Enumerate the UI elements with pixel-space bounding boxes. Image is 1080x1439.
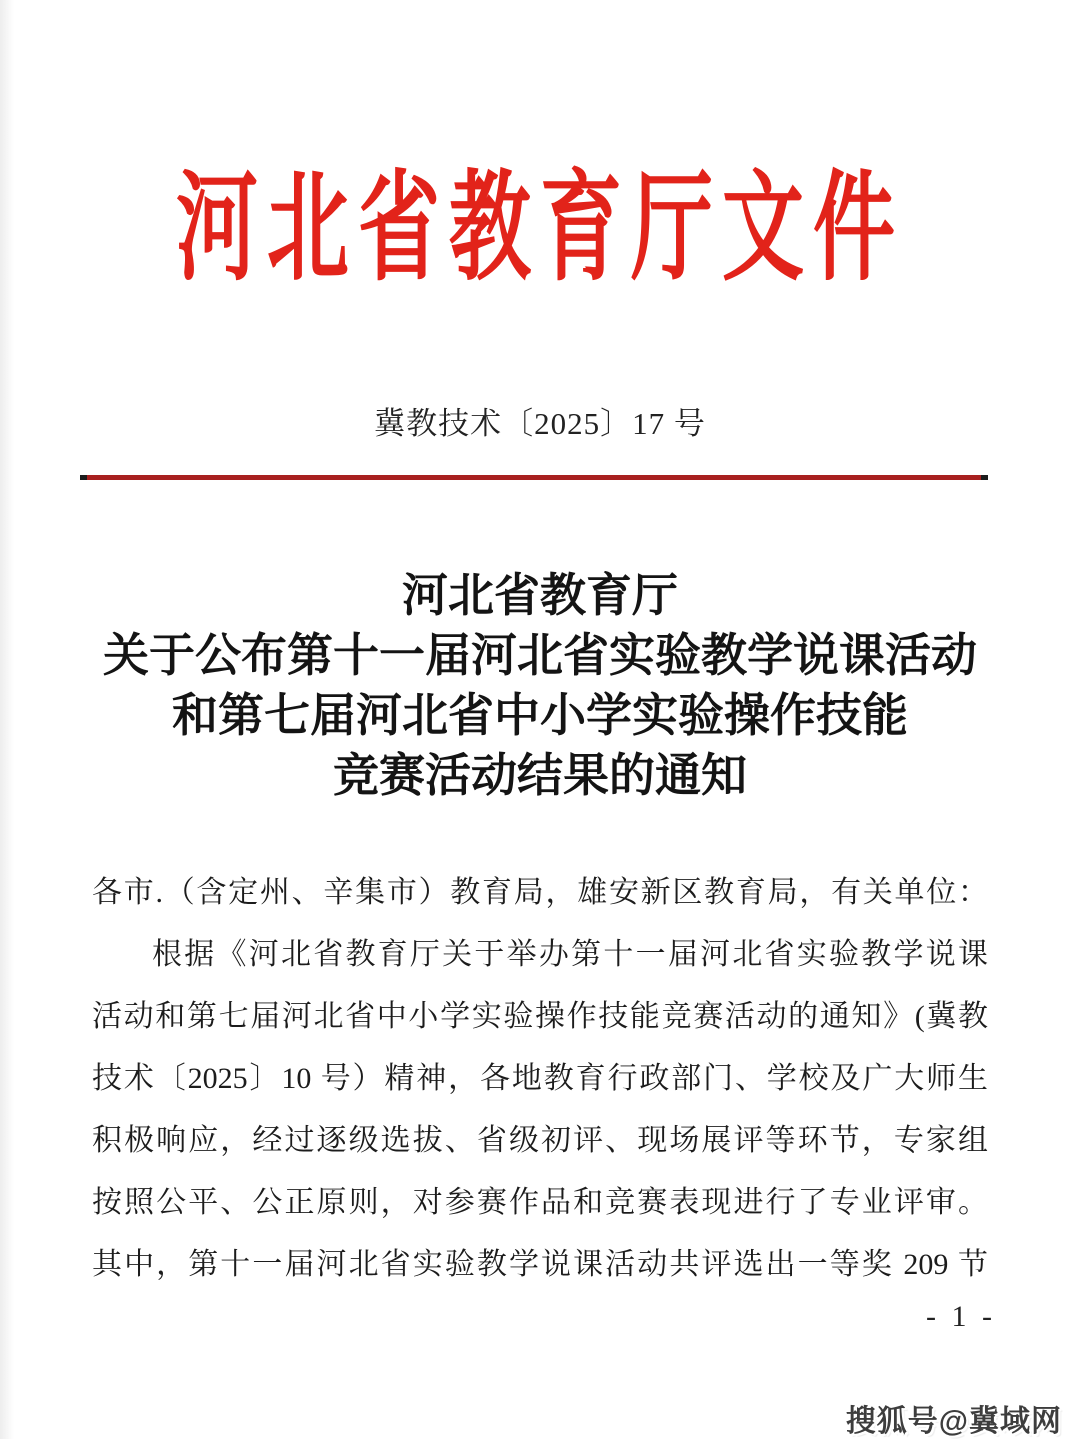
body-paragraph-line: 按照公平、公正原则，对参赛作品和竞赛表现进行了专业评审。 xyxy=(92,1186,988,1219)
red-divider-line xyxy=(80,475,988,480)
notice-title-line-4: 竞赛活动结果的通知 xyxy=(333,750,747,801)
body-paragraph-line: 根据《河北省教育厅关于举办第十一届河北省实验教学说课 xyxy=(152,938,988,971)
page-number: - 1 - xyxy=(926,1300,996,1333)
body-paragraph-line: 技术〔2025〕10 号）精神，各地教育行政部门、学校及广大师生 xyxy=(92,1062,988,1095)
document-number: 冀教技术〔2025〕17 号 xyxy=(374,406,706,441)
notice-body xyxy=(92,862,988,1296)
notice-title-line-3: 和第七届河北省中小学实验操作技能 xyxy=(172,690,908,741)
body-paragraph-line: 其中，第十一届河北省实验教学说课活动共评选出一等奖 209 节 xyxy=(92,1248,988,1281)
notice-title-line-2: 关于公布第十一届河北省实验教学说课活动 xyxy=(103,630,977,681)
body-paragraph-line: 活动和第七届河北省中小学实验操作技能竞赛活动的通知》(冀教 xyxy=(92,1000,988,1033)
watermark-sohu-account: 搜狐号@冀域网 xyxy=(845,1405,1062,1438)
notice-title xyxy=(0,566,1080,806)
body-salutation-line: 各市.（含定州、辛集市）教育局，雄安新区教育局，有关单位： xyxy=(92,876,988,909)
body-paragraph-line: 积极响应，经过逐级选拔、省级初评、现场展评等环节，专家组 xyxy=(92,1124,988,1157)
notice-title-line-1: 河北省教育厅 xyxy=(402,570,678,621)
agency-header-title: 河北省教育厅文件 xyxy=(175,162,904,295)
